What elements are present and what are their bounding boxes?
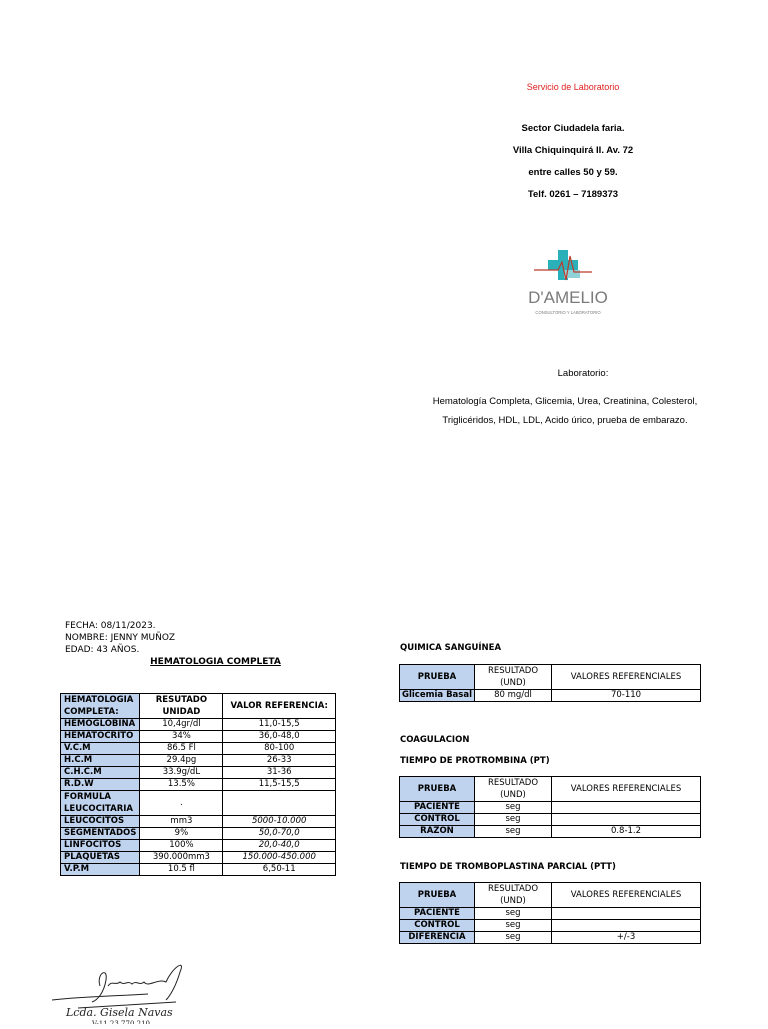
column-header: RESULTADO (UND) [475, 777, 552, 802]
table-header-row [400, 777, 701, 802]
column-header: PRUEBA [400, 883, 475, 908]
table-header-row [61, 694, 336, 719]
signature-name: Lcda. Gisela Navas [66, 1006, 173, 1019]
row-result: seg [475, 802, 552, 814]
table-row [400, 826, 701, 838]
row-label: DIFERENCIA [400, 932, 475, 944]
lab-services: Hematología Completa, Glicemia, Urea, Creatinina, Colesterol, Triglicéridos, HDL, LDL, Acido úrico, prueba de embarazo. [432, 396, 698, 426]
row-reference: 11,5-15,5 [223, 779, 336, 791]
hematologia-rows [61, 719, 336, 876]
row-reference: 0.8-1.2 [552, 826, 701, 838]
row-label: R.D.W [61, 779, 140, 791]
address-line-1: Sector Ciudadela faria. [521, 123, 625, 134]
table-row [61, 852, 336, 864]
table-row [61, 779, 336, 791]
row-result: . [140, 791, 223, 816]
row-result: 86.5 Fl [140, 743, 223, 755]
table-row [61, 743, 336, 755]
table-row [61, 719, 336, 731]
table-row [61, 840, 336, 852]
table-row [61, 791, 336, 816]
column-header: VALORES REFERENCIALES [552, 665, 701, 690]
row-label: RAZON [400, 826, 475, 838]
signature-id: V-11.23.770.210 [92, 1020, 150, 1024]
row-reference [552, 814, 701, 826]
patient-info [65, 620, 175, 656]
row-reference: 5000-10.000 [223, 816, 336, 828]
row-label: FORMULA LEUCOCITARIA [61, 791, 140, 816]
brand-logo [520, 246, 630, 322]
table-row [400, 920, 701, 932]
column-header: PRUEBA [400, 665, 475, 690]
row-label: PACIENTE [400, 802, 475, 814]
row-reference [552, 920, 701, 932]
coagulacion-heading: COAGULACION [400, 735, 470, 745]
row-label: CONTROL [400, 920, 475, 932]
row-result: 80 mg/dl [475, 690, 552, 702]
row-reference: 36,0-48,0 [223, 731, 336, 743]
table-row [400, 908, 701, 920]
patient-name: NOMBRE: JENNY MUÑOZ [65, 633, 176, 643]
table-row [61, 731, 336, 743]
row-result: 100% [140, 840, 223, 852]
row-result: 10,4gr/dl [140, 719, 223, 731]
table-row [61, 816, 336, 828]
row-result: 29.4pg [140, 755, 223, 767]
phone-line: Telf. 0261 – 7189373 [527, 189, 619, 200]
column-header: VALORES REFERENCIALES [552, 777, 701, 802]
table-row [400, 802, 701, 814]
row-label: V.C.M [61, 743, 140, 755]
row-result: 390.000mm3 [140, 852, 223, 864]
row-label: LINFOCITOS [61, 840, 140, 852]
brand-tagline: CONSULTORIO Y LABORATORIO [535, 310, 601, 315]
signature [48, 956, 228, 1024]
hematologia-table [60, 693, 336, 876]
row-label: CONTROL [400, 814, 475, 826]
address-line-2: Villa Chiquinquirá II. Av. 72 [512, 145, 634, 156]
medical-cross-heartbeat-icon [520, 246, 630, 322]
row-label: HEMATOCRITO [61, 731, 140, 743]
row-label: SEGMENTADOS [61, 828, 140, 840]
row-label: H.C.M [61, 755, 140, 767]
row-label: HEMOGLOBINA [61, 719, 140, 731]
row-reference: 31-36 [223, 767, 336, 779]
ptt-table [399, 882, 701, 944]
column-header: VALOR REFERENCIA: [223, 694, 336, 719]
ptt-rows [400, 908, 701, 944]
row-label: C.H.C.M [61, 767, 140, 779]
column-header: PRUEBA [400, 777, 475, 802]
row-label: Glicemia Basal [400, 690, 475, 702]
row-reference: 80-100 [223, 743, 336, 755]
hematologia-heading: HEMATOLOGIA COMPLETA [150, 657, 281, 667]
column-header: VALORES REFERENCIALES [552, 883, 701, 908]
row-reference: 50,0-70,0 [223, 828, 336, 840]
row-label: PACIENTE [400, 908, 475, 920]
table-row [400, 932, 701, 944]
column-header: RESULTADO (UND) [475, 883, 552, 908]
row-reference: 11,0-15,5 [223, 719, 336, 731]
row-reference [552, 908, 701, 920]
quimica-rows [400, 690, 701, 702]
row-reference: +/-3 [552, 932, 701, 944]
quimica-heading: QUIMICA SANGUÍNEA [400, 643, 502, 653]
table-row [400, 814, 701, 826]
row-result: 9% [140, 828, 223, 840]
pt-rows [400, 802, 701, 838]
ptt-heading: TIEMPO DE TROMBOPLASTINA PARCIAL (PTT) [400, 862, 616, 872]
row-result: seg [475, 920, 552, 932]
row-result: 10.5 fl [140, 864, 223, 876]
row-reference [552, 802, 701, 814]
row-reference: 70-110 [552, 690, 701, 702]
row-reference: 6,50-11 [223, 864, 336, 876]
service-title: Servicio de Laboratorio [526, 82, 620, 92]
row-result: 13.5% [140, 779, 223, 791]
pt-table [399, 776, 701, 838]
table-row [61, 828, 336, 840]
column-header: RESULTADO (UND) [475, 665, 552, 690]
report-date: FECHA: 08/11/2023. [65, 621, 156, 631]
row-reference [223, 791, 336, 816]
row-label: PLAQUETAS [61, 852, 140, 864]
row-result: mm3 [140, 816, 223, 828]
row-result: 33.9g/dL [140, 767, 223, 779]
patient-age: EDAD: 43 AÑOS. [65, 645, 140, 655]
row-result: seg [475, 908, 552, 920]
quimica-table [399, 664, 701, 702]
row-reference: 26-33 [223, 755, 336, 767]
pt-heading: TIEMPO DE PROTROMBINA (PT) [400, 756, 550, 766]
table-row [61, 755, 336, 767]
row-result: 34% [140, 731, 223, 743]
row-result: seg [475, 826, 552, 838]
lab-title: Laboratorio: [557, 368, 609, 379]
brand-name: D'AMELIO [528, 288, 608, 307]
table-row [61, 767, 336, 779]
row-result: seg [475, 932, 552, 944]
row-result: seg [475, 814, 552, 826]
table-row [400, 690, 701, 702]
row-reference: 20,0-40,0 [223, 840, 336, 852]
row-reference: 150.000-450.000 [223, 852, 336, 864]
row-label: LEUCOCITOS [61, 816, 140, 828]
signature-scribble-icon [48, 956, 228, 1024]
table-header-row [400, 665, 701, 690]
table-header-row [400, 883, 701, 908]
column-header: RESUTADO UNIDAD [140, 694, 223, 719]
table-row [61, 864, 336, 876]
row-label: V.P.M [61, 864, 140, 876]
column-header: HEMATOLOGIA COMPLETA: [61, 694, 140, 719]
address-line-3: entre calles 50 y 59. [528, 167, 618, 178]
